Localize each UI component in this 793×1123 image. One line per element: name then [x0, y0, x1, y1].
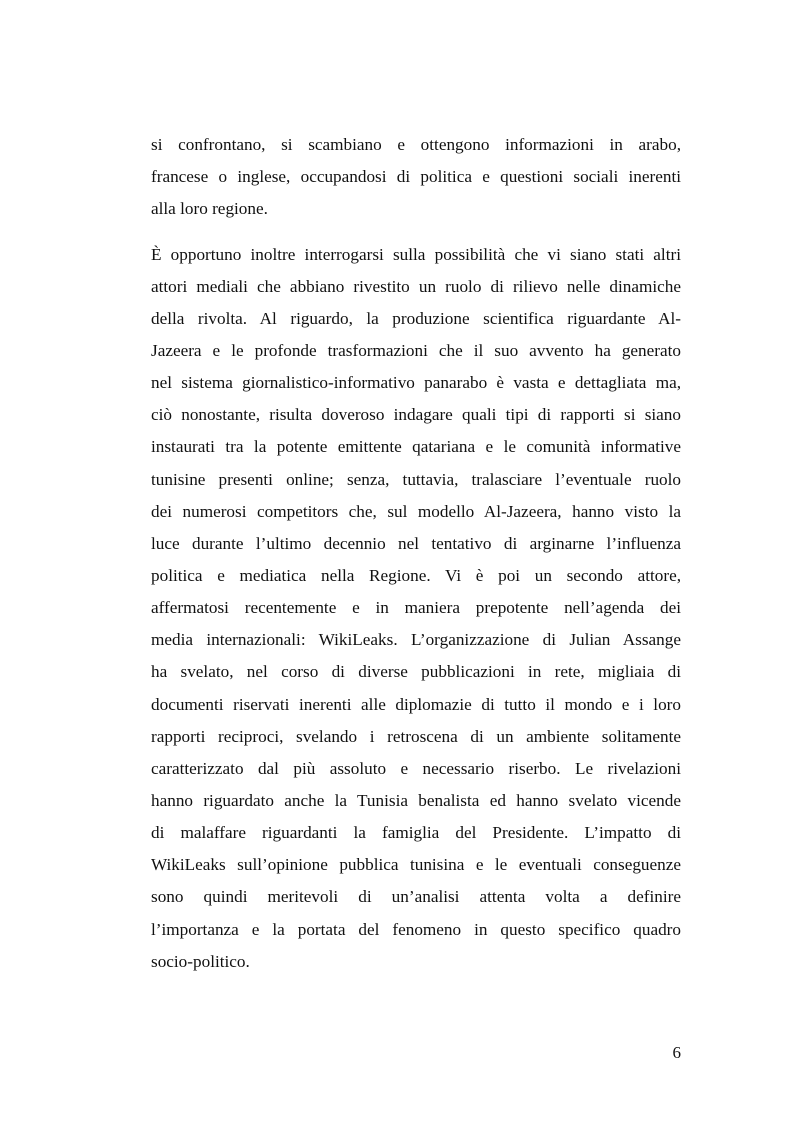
text-line: instaurati tra la potente emittente qatariana e le comunità informative	[151, 437, 681, 456]
text-line: francese o inglese, occupandosi di politica e questioni sociali inerenti	[151, 167, 681, 186]
text-line: di malaffare riguardanti la famiglia del Presidente. L’impatto di	[151, 823, 681, 842]
text-line: sono quindi meritevoli di un’analisi attenta volta a definire	[151, 887, 681, 906]
text-line: affermatosi recentemente e in maniera prepotente nell’agenda dei	[151, 598, 681, 617]
page-number: 6	[672, 1043, 681, 1062]
text-line: rapporti reciproci, svelando i retroscena di un ambiente solitamente	[151, 727, 681, 746]
text-line: luce durante l’ultimo decennio nel tentativo di arginarne l’influenza	[151, 534, 681, 553]
text-line: tunisine presenti online; senza, tuttavia, tralasciare l’eventuale ruolo	[151, 470, 681, 489]
text-line: ciò nonostante, risulta doveroso indagare quali tipi di rapporti si siano	[151, 405, 681, 424]
text-line: Jazeera e le profonde trasformazioni che il suo avvento ha generato	[151, 341, 681, 360]
text-line: ha svelato, nel corso di diverse pubblicazioni in rete, migliaia di	[151, 662, 681, 681]
text-line: socio-politico.	[151, 952, 250, 971]
text-line: si confrontano, si scambiano e ottengono informazioni in arabo,	[151, 135, 681, 154]
text-line: caratterizzato dal più assoluto e necessario riserbo. Le rivelazioni	[151, 759, 681, 778]
text-line: media internazionali: WikiLeaks. L’organizzazione di Julian Assange	[151, 630, 681, 649]
text-line: della rivolta. Al riguardo, la produzione scientifica riguardante Al-	[151, 309, 681, 328]
text-line: nel sistema giornalistico-informativo panarabo è vasta e dettagliata ma,	[151, 373, 681, 392]
text-line: politica e mediatica nella Regione. Vi è poi un secondo attore,	[151, 566, 681, 585]
text-line: alla loro regione.	[151, 199, 268, 218]
text-line: l’importanza e la portata del fenomeno in questo specifico quadro	[151, 920, 681, 939]
text-line: dei numerosi competitors che, sul modello Al-Jazeera, hanno visto la	[151, 502, 681, 521]
text-line: WikiLeaks sull’opinione pubblica tunisina e le eventuali conseguenze	[151, 855, 681, 874]
text-line: hanno riguardato anche la Tunisia benalista ed hanno svelato vicende	[151, 791, 681, 810]
text-line: È opportuno inoltre interrogarsi sulla possibilità che vi siano stati altri	[151, 245, 681, 264]
text-line: attori mediali che abbiano rivestito un ruolo di rilievo nelle dinamiche	[151, 277, 681, 296]
text-line: documenti riservati inerenti alle diplomazie di tutto il mondo e i loro	[151, 695, 681, 714]
